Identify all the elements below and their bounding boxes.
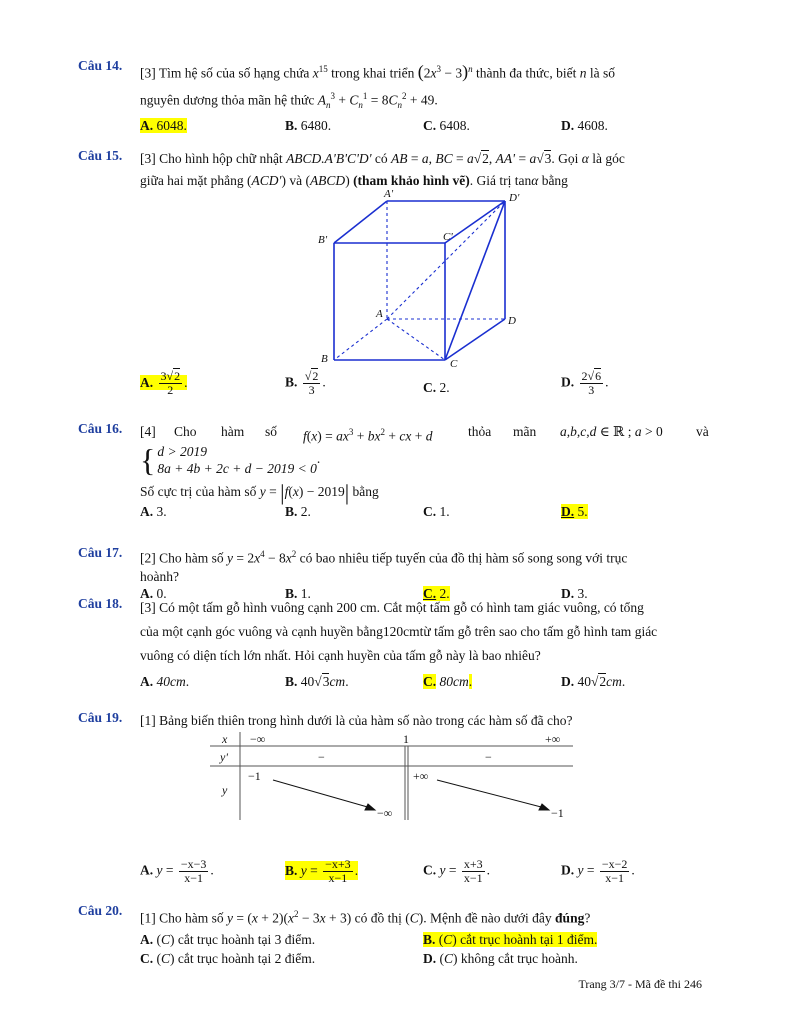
- svg-text:−: −: [318, 750, 325, 764]
- edge-ab: [334, 319, 387, 360]
- label-d: D: [508, 315, 516, 327]
- label-b1: B': [318, 234, 328, 246]
- question-number: Câu 15.: [78, 148, 123, 163]
- option-d[interactable]: D. 4608.: [561, 117, 608, 133]
- label-c: C: [450, 358, 458, 370]
- svg-text:−∞: −∞: [250, 732, 266, 746]
- question-19-options: [78, 858, 708, 894]
- diagonal-cd1: [445, 201, 505, 360]
- question-19: Câu 19. [1] Bảng biến thiên trong hình dưới là của hàm số nào trong các hàm số đã cho?: [78, 710, 708, 732]
- condition-system: { d > 2019 8a + 4b + 2c + d − 2019 < 0.: [140, 442, 321, 478]
- edge-c1d1: [445, 201, 505, 243]
- question-text: [1] Cho hàm số $y = (x + 2)(x^2 - 3x + 3)$ có đồ thị (C). Mệnh đề nào dưới đây đúng?: [140, 909, 591, 926]
- question-text: [3] Cho hình hộp chữ nhật ABCD.A'B'C'D' có AB = a, BC = a√2, AA' = a√3. Gọi α là góc giữa hai mặt phẳng (ACD') và (ABCD) (tham khảo hình vẽ). Giá trị tanα bằng: [140, 151, 625, 188]
- label-b: B: [321, 353, 328, 365]
- option-c[interactable]: C. 6408.: [423, 117, 470, 133]
- svg-text:+∞: +∞: [413, 769, 429, 783]
- option-c[interactable]: C. (C) cắt trục hoành tại 2 điểm.: [140, 950, 316, 966]
- option-a[interactable]: A. (C) cắt trục hoành tại 3 điểm.: [140, 931, 316, 947]
- page-footer: Trang 3/7 - Mã đề thi 246: [578, 977, 702, 991]
- label-a: A: [376, 308, 383, 320]
- diagonal-ac: [387, 319, 445, 360]
- option-d[interactable]: D. 5.: [561, 503, 588, 519]
- option-b[interactable]: B. y = $\frac{-x+3}{x-1}$ .: [285, 857, 359, 885]
- label-c1: C': [443, 231, 453, 243]
- option-b[interactable]: B. 1.: [285, 585, 311, 601]
- question-text: [3] Tìm hệ số của số hạng chứa $x^{15}$ trong khai triển $(2x^3 - 3)^n$ thành đa thức, biết n là số nguyên dương thỏa mãn hệ thức $A_n^3 + C_n^1 = 8C_n^2 + 49$.: [140, 61, 615, 110]
- question-15: [78, 148, 708, 192]
- question-text: [4] Cho hàm số $f(x) = ax^3 + bx^2$ + cx + d thỏa mãn a,b,c,d ∈ ℝ ; a > 0 và: [140, 424, 709, 444]
- option-a[interactable]: A. 0.: [140, 585, 167, 601]
- label-a1: A': [384, 188, 394, 200]
- option-c[interactable]: C. 2.: [423, 380, 450, 395]
- svg-text:−: −: [485, 750, 492, 764]
- option-a[interactable]: A. $\frac{3√2}{2}$ .: [140, 369, 188, 397]
- option-b[interactable]: B. 6480.: [285, 117, 332, 133]
- option-d[interactable]: D. 3.: [561, 585, 588, 601]
- variation-table: [205, 730, 585, 822]
- option-b[interactable]: B. 40√3cm.: [285, 674, 349, 689]
- cuboid-figure: [310, 188, 530, 370]
- option-a[interactable]: A. 6048.: [140, 117, 187, 133]
- option-b[interactable]: B. (C) cắt trục hoành tại 1 điểm.: [423, 931, 598, 947]
- option-a[interactable]: A. y = $\frac{-x-3}{x-1}$ .: [140, 857, 214, 885]
- option-c[interactable]: C. 80cm.: [423, 674, 473, 689]
- question-text: [2] Cho hàm số $y = 2x^4 - 8x^2$ có bao nhiêu tiếp tuyến của đồ thị hàm số song song với trục hoành?: [140, 549, 628, 584]
- svg-text:+∞: +∞: [545, 732, 561, 746]
- option-d[interactable]: D. $\frac{2√6}{3}$ .: [561, 369, 609, 397]
- option-a[interactable]: A. 3.: [140, 503, 167, 519]
- question-17: Câu 17. [2] Cho hàm số $y = 2x^4 - 8x^2$ có bao nhiêu tiếp tuyến của đồ thị hàm số song song với trục hoành? A. 0. B. 1. C. 2. D. 3.: [78, 545, 708, 602]
- option-c[interactable]: C. 1.: [423, 503, 450, 519]
- option-b[interactable]: B. $\frac{√2}{3}$ .: [285, 369, 326, 397]
- svg-text:−1: −1: [248, 769, 261, 783]
- option-d[interactable]: D. 40√2cm.: [561, 674, 626, 689]
- svg-text:y': y': [220, 750, 228, 764]
- question-text: [1] Bảng biến thiên trong hình dưới là của hàm số nào trong các hàm số đã cho?: [140, 713, 573, 728]
- question-16: Câu 16. [4] Cho hàm số $f(x) = ax^3 + bx^2$ + cx + d thỏa mãn a,b,c,d ∈ ℝ ; a > 0 và { d > 2019 8a + 4b + 2c + d − 2019 < 0. Số cực trị của hàm số y = |f(x) − 2019| bằng A. 3. B. 2. C. 1. D. 5.: [78, 421, 709, 519]
- diagonal-ad1: [387, 201, 505, 319]
- option-a[interactable]: A. 40cm.: [140, 674, 190, 689]
- svg-text:1: 1: [403, 732, 409, 746]
- svg-text:−∞: −∞: [377, 806, 393, 820]
- edge-cd: [445, 319, 505, 360]
- option-c[interactable]: C. y = $\frac{x+3}{x-1}$ .: [423, 857, 491, 885]
- question-18: Câu 18. [3] Có một tấm gỗ hình vuông cạnh 200 cm. Cắt một tấm gỗ có hình tam giác vuông, có tổng của một cạnh góc vuông và cạnh huyền bằng120cmtừ tấm gỗ trên sao cho tấm gỗ hình tam giác vuông có diện tích lớn nhất. Hỏi cạnh huyền của tấm gỗ này là bao nhiêu? A. 40cm. B. 40√3cm. C. 80cm. D. 40√2cm.: [78, 596, 708, 696]
- option-d[interactable]: D. (C) không cắt trục hoành.: [423, 950, 578, 966]
- question-number: Câu 14.: [78, 58, 123, 73]
- svg-text:−1: −1: [551, 806, 564, 820]
- edge-b1a1: [334, 201, 387, 243]
- svg-text:x: x: [222, 732, 228, 746]
- label-d1: D': [509, 192, 520, 204]
- question-text: [3] Có một tấm gỗ hình vuông cạnh 200 cm. Cắt một tấm gỗ có hình tam giác vuông, có tổng của một cạnh góc vuông và cạnh huyền bằng120cmtừ tấm gỗ trên sao cho tấm gỗ hình tam giác vuông có diện tích lớn nhất. Hỏi cạnh huyền của tấm gỗ này là bao nhiêu?: [140, 600, 658, 663]
- option-c[interactable]: C. 2.: [423, 585, 450, 601]
- question-14: [78, 58, 708, 140]
- option-b[interactable]: B. 2.: [285, 503, 311, 519]
- question-20: Câu 20. [1] Cho hàm số $y = (x + 2)(x^2 - 3x + 3)$ có đồ thị (C). Mệnh đề nào dưới đây đúng? A. (C) cắt trục hoành tại 3 điểm. B. (C) cắt trục hoành tại 1 điểm. C. (C) cắt trục hoành tại 2 điểm. D. (C) không cắt trục hoành.: [78, 903, 708, 970]
- question-15-options: [78, 370, 708, 410]
- svg-text:y: y: [222, 783, 228, 797]
- option-d[interactable]: D. y = $\frac{-x-2}{x-1}$ .: [561, 857, 635, 885]
